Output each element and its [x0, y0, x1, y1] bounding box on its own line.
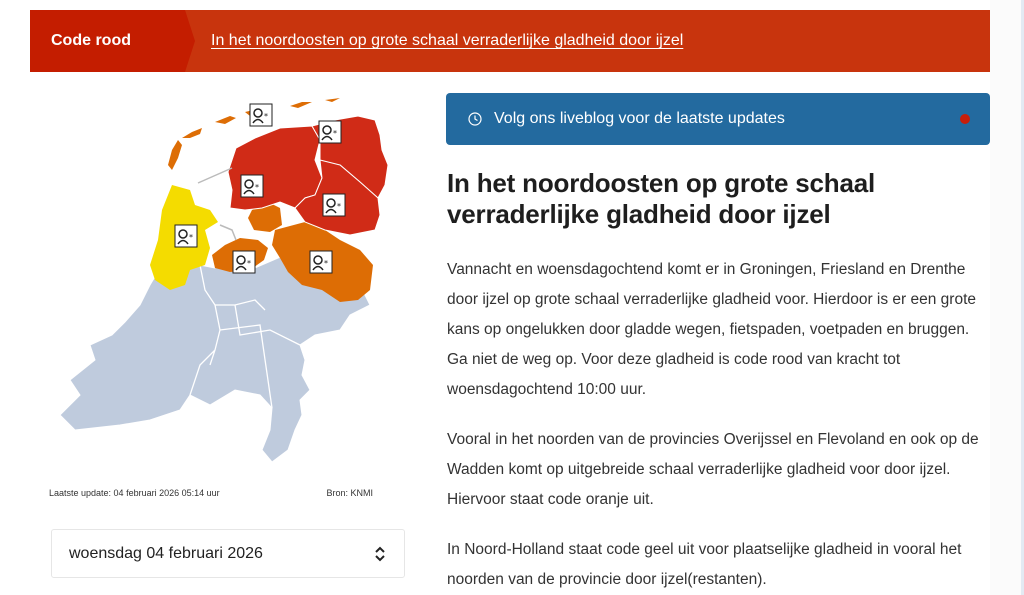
liveblog-button[interactable] [446, 93, 990, 145]
svg-text:*: * [189, 233, 193, 242]
map-footer [49, 488, 373, 498]
map-source: Bron: KNMI [326, 488, 373, 498]
clock-icon [468, 112, 482, 126]
liveblog-label: Volg ons liveblog voor de laatste updates [494, 110, 785, 127]
alert-code-label: Code rood [30, 10, 185, 72]
article-paragraph-1: Vannacht en woensdagochtend komt er in Groningen, Friesland en Drenthe door ijzel op grote schaal verraderlijke gladheid voor. Hierdoor is er een grote kans op ongelukken door gladde wegen, fietspaden, voetpaden en bruggen. Ga niet de weg op. Voor deze gladheid is code rood van kracht tot woensdagochtend 10:00 uur. [447, 261, 977, 398]
weather-warning-map[interactable] [40, 90, 410, 470]
svg-text:*: * [333, 129, 337, 138]
article-headline: In het noordoosten op grote schaal verraderlijke gladheid door ijzel [447, 168, 876, 229]
date-select-value: woensdag 04 februari 2026 [69, 544, 263, 562]
article-paragraph-3: In Noord-Holland staat code geel uit voor plaatselijke gladheid in vooral het noorden van de provincie door ijzel(restanten). [447, 541, 962, 588]
svg-text:*: * [247, 259, 251, 268]
scrollbar-track[interactable] [990, 0, 1024, 595]
live-indicator-dot [960, 114, 970, 124]
map-last-update: Laatste update: 04 februari 2026 05:14 uur [49, 488, 220, 498]
alert-banner [30, 10, 990, 72]
chevron-up-down-icon [374, 545, 386, 563]
alert-headline-link[interactable]: In het noordoosten op grote schaal verraderlijke gladheid door ijzel [211, 32, 684, 49]
svg-text:*: * [337, 202, 341, 211]
svg-text:*: * [255, 183, 259, 192]
date-select[interactable] [51, 529, 405, 578]
svg-text:*: * [324, 259, 328, 268]
article-paragraph-2: Vooral in het noorden van de provincies Overijssel en Flevoland en ook op de Wadden komt op uitgebreide schaal verraderlijke gladheid voor door ijzel. Hiervoor staat code oranje uit. [447, 431, 979, 508]
svg-text:*: * [264, 112, 268, 121]
